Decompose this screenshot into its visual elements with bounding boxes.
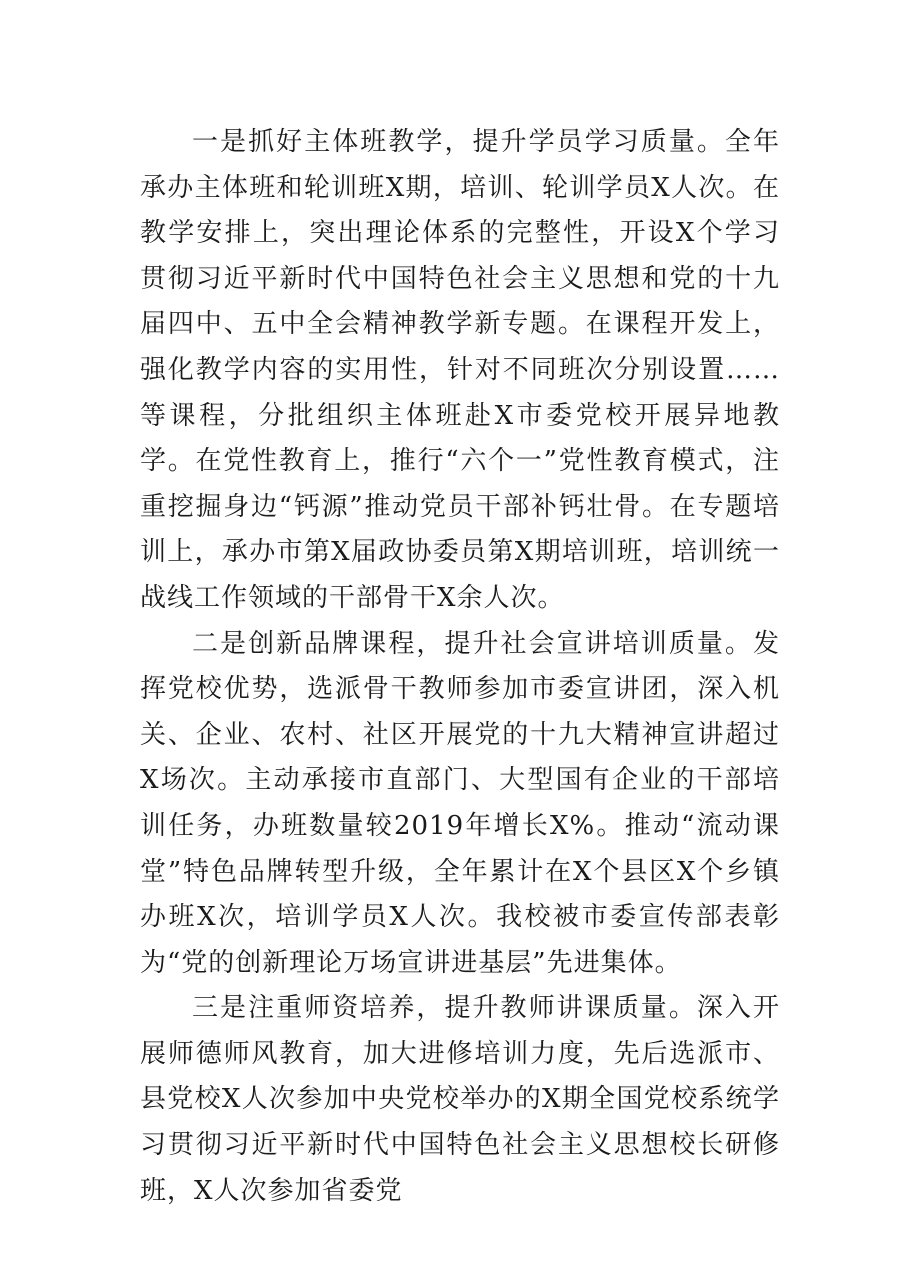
paragraph-1: 一是抓好主体班教学，提升学员学习质量。全年承办主体班和轮训班X期，培训、轮训学员X人次。在教学安排上，突出理论体系的完整性，开设X个学习贯彻习近平新时代中国特色社会主义思想和党的十九届四中、五中全会精神教学新专题。在课程开发上，强化教学内容的实用性，针对不同班次分别设置……等课程，分批组织主体班赴X市委党校开展异地教学。在党性教育上，推行“六个一”党性教育模式，注重挖掘身边“钙源”推动党员干部补钙壮骨。在专题培训上，承办市第X届政协委员第X期培训班，培训统一战线工作领域的干部骨干X余人次。 [140, 127, 780, 613]
paragraph-3: 三是注重师资培养，提升教师讲课质量。深入开展师德师风教育，加大进修培训力度，先后选派市、县党校X人次参加中央党校举办的X期全国党校系统学习贯彻习近平新时代中国特色社会主义思想校长研修班，X人次参加省委党 [140, 993, 780, 1206]
document-body [140, 120, 780, 1214]
paragraph-2: 二是创新品牌课程，提升社会宣讲培训质量。发挥党校优势，选派骨干教师参加市委宣讲团，深入机关、企业、农村、社区开展党的十九大精神宣讲超过X场次。主动承接市直部门、大型国有企业的干部培训任务，办班数量较2019年增长X%。推动“流动课堂”特色品牌转型升级，全年累计在X个县区X个乡镇办班X次，培训学员X人次。我校被市委宣传部表彰为“党的创新理论万场宣讲进基层”先进集体。 [140, 628, 780, 978]
